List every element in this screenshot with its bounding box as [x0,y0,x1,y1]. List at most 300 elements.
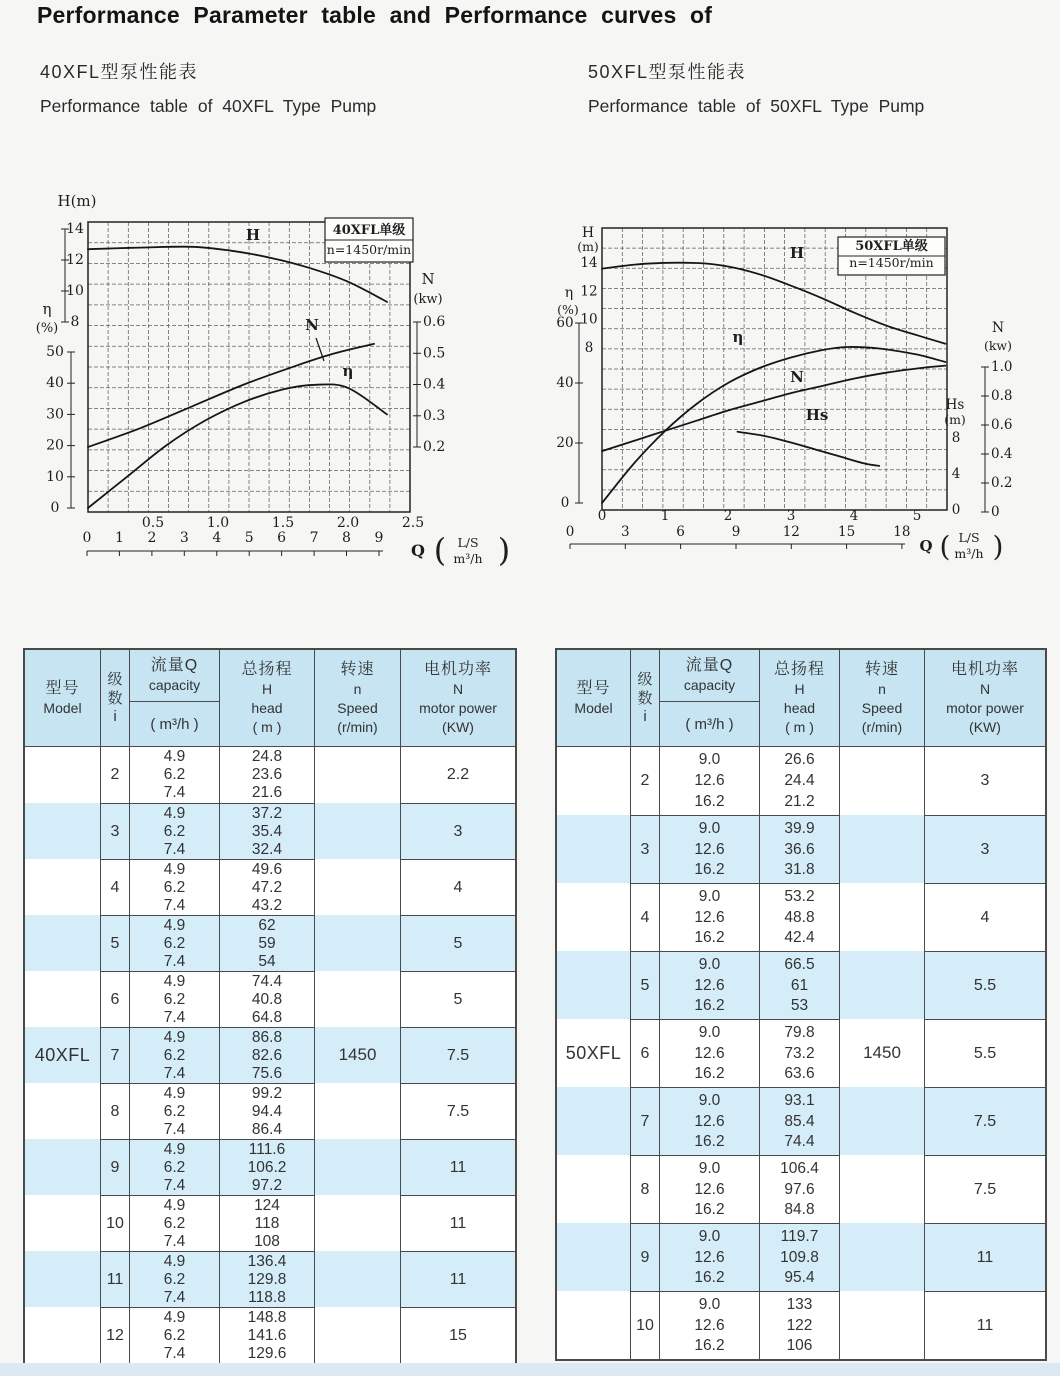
capacity-value-1: 6.2 [163,1327,186,1344]
capacity-cell [659,815,759,883]
svg-text:0: 0 [565,524,575,540]
svg-text:12: 12 [66,252,84,268]
svg-text:15: 15 [838,524,856,540]
capacity-value-1: 6.2 [163,935,186,952]
curve-eta [602,347,945,503]
svg-text:η: η [342,362,354,380]
capacity-value-0: 4.9 [163,1029,186,1046]
svg-text:0.2: 0.2 [991,475,1013,491]
svg-text:0.8: 0.8 [991,388,1013,404]
stages-cell: 10 [630,1291,659,1359]
svg-text:0: 0 [597,508,607,524]
head-value-2: 42.4 [784,929,815,947]
header-head-en: head [251,700,283,717]
capacity-value-0: 4.9 [163,1141,186,1158]
header-power-sym: N [452,681,464,698]
curve-eta [88,384,387,508]
svg-text:η: η [42,300,52,318]
head-value-1: 97.6 [784,1180,815,1198]
capacity-value-2: 16.2 [694,861,725,879]
capacity-value-1: 12.6 [694,1248,725,1266]
capacity-value-2: 7.4 [163,1177,186,1194]
capacity-value-0: 4.9 [163,1309,186,1326]
subtitle-50xfl-en: Performance table of 50XFL Type Pump [588,96,925,116]
head-cell [219,803,314,859]
svg-text:): ) [497,531,511,569]
capacity-value-2: 16.2 [694,1065,725,1083]
svg-text:10: 10 [580,311,598,328]
stages-cell: 7 [630,1087,659,1155]
header-power-en: motor power [419,700,497,717]
svg-text:1.0: 1.0 [991,359,1013,375]
capacity-value-1: 12.6 [694,1180,725,1198]
header-model [25,650,100,747]
capacity-value-0: 9.0 [698,819,721,837]
svg-text:9: 9 [374,530,384,546]
capacity-value-0: 9.0 [698,887,721,905]
capacity-value-1: 12.6 [694,1316,725,1334]
curve-N [88,344,374,447]
power-cell: 5.5 [924,951,1045,1019]
svg-text:8: 8 [70,314,80,330]
svg-text:4: 4 [849,508,859,524]
capacity-value-0: 9.0 [698,1023,721,1041]
svg-text:50: 50 [46,344,64,360]
svg-text:20: 20 [556,435,574,451]
head-cell [759,1223,839,1291]
speed-cell: 1450 [314,747,400,1363]
header-stages-line-1: 数 [107,689,123,707]
svg-text:): ) [992,530,1004,563]
head-cell [219,859,314,915]
header-stages [100,650,129,747]
power-cell: 3 [924,815,1045,883]
head-value-1: 61 [790,976,809,994]
capacity-value-1: 6.2 [163,991,186,1008]
capacity-value-2: 7.4 [163,1233,186,1250]
svg-text:14: 14 [580,255,598,271]
header-power [924,650,1045,747]
power-cell: 7.5 [924,1087,1045,1155]
capacity-value-2: 7.4 [163,1289,186,1306]
head-value-2: 74.4 [784,1133,815,1151]
stages-cell: 2 [100,747,129,803]
model-cell: 40XFL [34,1044,91,1065]
head-value-0: 136.4 [247,1253,287,1270]
head-cell [759,951,839,1019]
header-capacity-title [130,650,219,702]
header-model-en: Model [574,700,613,717]
head-value-1: 48.8 [784,908,815,926]
capacity-value-1: 12.6 [694,1112,725,1130]
stages-cell: 5 [630,951,659,1019]
head-value-2: 108 [254,1233,280,1250]
stages-cell: 4 [100,859,129,915]
stages-cell: 4 [630,883,659,951]
head-value-2: 31.8 [784,861,815,879]
capacity-cell [129,971,219,1027]
svg-text:9: 9 [731,524,741,540]
header-speed-unit: (r/min) [861,719,903,736]
head-value-1: 109.8 [780,1248,819,1266]
stages-cell: 5 [100,915,129,971]
power-cell: 11 [400,1251,515,1307]
header-capacity-title [660,650,759,702]
header-capacity [659,650,759,747]
svg-text:(m): (m) [577,239,599,254]
capacity-value-1: 6.2 [163,766,186,783]
capacity-cell [129,1251,219,1307]
svg-text:Hs: Hs [805,406,829,424]
head-cell [219,1139,314,1195]
capacity-value-1: 6.2 [163,1103,186,1120]
head-cell [759,1155,839,1223]
head-value-1: 47.2 [251,879,283,896]
capacity-cell [129,1195,219,1251]
capacity-value-2: 16.2 [694,929,725,947]
svg-text:10: 10 [46,468,64,485]
capacity-value-2: 7.4 [163,1065,186,1082]
capacity-value-0: 4.9 [163,1253,186,1270]
svg-text:L/S: L/S [958,530,980,545]
header-capacity-zh: 流量Q [150,657,199,675]
head-value-0: 39.9 [784,819,815,837]
head-value-1: 106.2 [247,1159,287,1176]
capacity-value-1: 12.6 [694,908,725,926]
header-power-zh: 电机功率 [423,660,492,678]
head-value-2: 95.4 [784,1269,815,1287]
svg-text:0: 0 [951,502,961,518]
capacity-value-1: 12.6 [694,840,725,858]
header-head [219,650,314,747]
svg-text:4: 4 [951,466,961,482]
header-model-en: Model [43,700,82,717]
head-value-0: 66.5 [784,955,815,973]
head-value-2: 63.6 [784,1065,815,1083]
subtitle-40xfl-en: Performance table of 40XFL Type Pump [40,96,377,116]
svg-text:6: 6 [676,524,685,540]
svg-text:0: 0 [82,530,92,546]
head-cell [759,883,839,951]
stages-cell: 6 [630,1019,659,1087]
header-head-unit: ( m ) [252,719,282,736]
header-power-sym: N [979,681,991,698]
head-value-1: 141.6 [247,1327,287,1344]
svg-text:8: 8 [584,340,594,356]
capacity-cell [129,1083,219,1139]
header-power-zh: 电机功率 [950,660,1019,678]
header-stages-line-0: 级 [107,670,123,688]
power-cell: 7.5 [400,1027,515,1083]
head-cell [219,971,314,1027]
svg-text:H(m): H(m) [57,192,97,210]
svg-text:n=1450r/min: n=1450r/min [326,242,412,257]
head-cell [219,1195,314,1251]
svg-text:12: 12 [580,283,598,300]
capacity-value-0: 4.9 [163,1197,186,1214]
head-value-0: 79.8 [784,1023,815,1041]
capacity-value-0: 9.0 [698,1227,721,1245]
head-value-2: 53 [790,997,809,1015]
svg-text:L/S: L/S [457,535,479,550]
head-value-1: 59 [258,935,276,952]
header-power [400,650,515,747]
performance-table-40xfl [23,648,517,1365]
svg-text:3: 3 [179,530,189,546]
header-capacity-unit: ( m³/h ) [150,716,199,734]
capacity-value-2: 7.4 [163,784,186,801]
header-capacity-zh: 流量Q [685,657,734,675]
capacity-value-2: 16.2 [694,1337,725,1355]
power-cell: 7.5 [924,1155,1045,1223]
header-power-unit: (KW) [442,719,474,736]
capacity-value-2: 16.2 [694,1133,725,1151]
head-value-0: 99.2 [251,1085,283,1102]
head-value-2: 21.6 [251,784,283,801]
capacity-value-2: 7.4 [163,1121,186,1138]
svg-text:(%): (%) [35,321,59,336]
svg-text:n=1450r/min: n=1450r/min [849,255,934,270]
header-speed-zh: 转速 [340,660,375,678]
stages-cell: 12 [100,1307,129,1363]
capacity-cell [659,1019,759,1087]
capacity-value-1: 6.2 [163,1159,186,1176]
svg-text:H: H [245,226,261,244]
header-speed-en: Speed [337,700,378,717]
power-cell: 11 [924,1291,1045,1359]
capacity-cell [129,747,219,803]
head-value-1: 118 [254,1215,280,1232]
header-head-zh: 总扬程 [773,660,825,678]
svg-text:6: 6 [277,530,287,546]
performance-table-50xfl [555,648,1047,1361]
header-head [759,650,839,747]
head-value-2: 75.6 [251,1065,283,1082]
capacity-cell [129,859,219,915]
power-cell: 11 [924,1223,1045,1291]
capacity-value-0: 4.9 [163,748,186,765]
head-cell [759,815,839,883]
capacity-cell [129,803,219,859]
svg-text:3: 3 [621,524,630,540]
power-cell: 2.2 [400,747,515,803]
stages-cell: 8 [630,1155,659,1223]
capacity-value-1: 6.2 [163,1271,186,1288]
power-cell: 11 [400,1195,515,1251]
header-capacity-en: capacity [683,676,736,693]
svg-text:20: 20 [46,437,64,454]
capacity-cell [129,1307,219,1363]
head-value-2: 54 [258,953,276,970]
capacity-cell [659,883,759,951]
svg-text:0: 0 [991,504,1000,520]
stages-cell: 8 [100,1083,129,1139]
capacity-value-0: 9.0 [698,1295,721,1313]
head-value-0: 62 [258,917,276,934]
capacity-value-2: 7.4 [163,1345,186,1362]
head-value-0: 106.4 [780,1159,819,1177]
svg-text:40XFL单级: 40XFL单级 [332,223,406,238]
capacity-cell [129,1027,219,1083]
head-value-1: 94.4 [251,1103,283,1120]
header-stages-line-2: i [643,708,647,726]
head-value-0: 37.2 [251,805,283,822]
svg-text:50XFL单级: 50XFL单级 [855,239,928,254]
curve-Hs [738,432,880,466]
svg-text:8: 8 [951,430,961,446]
svg-text:7: 7 [309,530,319,546]
capacity-value-2: 7.4 [163,953,186,970]
head-value-0: 148.8 [247,1309,287,1326]
head-value-0: 133 [786,1295,813,1313]
power-cell: 4 [400,859,515,915]
stages-cell: 7 [100,1027,129,1083]
capacity-cell [659,1223,759,1291]
svg-text:(: ( [433,531,447,569]
speed-cell: 1450 [839,747,924,1359]
head-cell [219,1307,314,1363]
capacity-value-0: 9.0 [698,751,721,768]
power-cell: 15 [400,1307,515,1363]
head-value-1: 24.4 [784,772,815,789]
capacity-value-2: 7.4 [163,841,186,858]
svg-text:0.5: 0.5 [141,515,165,531]
footer-band [0,1363,1060,1376]
svg-text:N: N [790,368,804,386]
header-power-en: motor power [946,700,1024,717]
capacity-value-2: 16.2 [694,1201,725,1219]
svg-text:60: 60 [556,315,574,331]
performance-curves-50xfl [555,195,1055,595]
header-speed-unit: (r/min) [337,719,378,736]
head-value-1: 122 [786,1316,813,1334]
head-value-1: 129.8 [247,1271,287,1288]
svg-text:40: 40 [46,375,64,392]
svg-text:H: H [789,244,805,262]
capacity-value-1: 12.6 [694,976,725,994]
svg-text:0.4: 0.4 [423,376,446,393]
header-power-unit: (KW) [969,719,1001,736]
capacity-value-1: 6.2 [163,823,186,840]
subtitle-40xfl-zh: 40XFL型泵性能表 [40,62,199,82]
svg-text:(kw): (kw) [983,338,1013,353]
head-value-0: 24.8 [251,748,283,765]
header-stages-line-2: i [113,708,117,726]
svg-text:12: 12 [782,524,800,540]
svg-text:8: 8 [342,530,351,546]
svg-text:14: 14 [66,221,84,237]
svg-text:3: 3 [786,508,796,524]
power-cell: 3 [400,803,515,859]
capacity-value-0: 4.9 [163,861,186,878]
svg-text:5: 5 [912,508,922,524]
svg-text:η: η [732,328,744,346]
head-value-1: 40.8 [251,991,283,1008]
power-cell: 4 [924,883,1045,951]
head-cell [219,915,314,971]
capacity-value-0: 9.0 [698,1091,721,1109]
capacity-cell [129,1139,219,1195]
head-value-2: 106 [786,1337,813,1355]
capacity-value-2: 16.2 [694,1269,725,1287]
header-speed-sym: n [878,681,886,698]
head-value-0: 124 [254,1197,280,1214]
svg-text:10: 10 [66,283,84,299]
stages-cell: 9 [100,1139,129,1195]
stages-cell: 3 [630,815,659,883]
head-value-2: 21.2 [784,793,815,810]
subtitle-50xfl-zh: 50XFL型泵性能表 [588,62,747,82]
svg-text:(m): (m) [944,412,966,427]
capacity-value-2: 16.2 [694,793,725,810]
capacity-value-2: 7.4 [163,897,186,914]
svg-text:Q: Q [919,537,933,555]
header-model-zh: 型号 [576,679,611,697]
capacity-value-0: 4.9 [163,917,186,934]
capacity-value-0: 9.0 [698,1159,721,1177]
svg-text:0.2: 0.2 [423,439,446,455]
head-value-0: 26.6 [784,751,815,768]
head-value-1: 23.6 [251,766,283,783]
capacity-value-2: 16.2 [694,997,725,1015]
header-model [557,650,630,747]
head-value-0: 86.8 [251,1029,283,1046]
head-value-0: 49.6 [251,861,283,878]
header-model-zh: 型号 [45,679,80,697]
svg-text:4: 4 [212,530,222,546]
head-value-2: 64.8 [251,1009,283,1026]
header-head-zh: 总扬程 [241,660,293,678]
header-head-sym: H [261,681,273,698]
power-cell: 7.5 [400,1083,515,1139]
svg-text:0.6: 0.6 [991,417,1013,433]
head-value-2: 84.8 [784,1201,815,1219]
header-speed-sym: n [353,681,362,698]
header-stages-line-0: 级 [637,670,653,688]
capacity-cell [659,747,759,815]
capacity-value-0: 4.9 [163,805,186,822]
header-head-en: head [783,700,816,717]
svg-text:2: 2 [723,508,733,524]
power-cell: 3 [924,747,1045,815]
header-stages-line-1: 数 [637,689,653,707]
svg-text:(: ( [939,530,951,563]
svg-text:0.4: 0.4 [991,446,1013,462]
stages-cell: 9 [630,1223,659,1291]
svg-text:40: 40 [556,375,574,391]
head-value-1: 73.2 [784,1044,815,1062]
capacity-value-2: 7.4 [163,1009,186,1026]
stages-cell: 3 [100,803,129,859]
head-cell [759,1087,839,1155]
svg-text:η: η [564,285,574,301]
head-value-2: 97.2 [251,1177,283,1194]
head-value-2: 118.8 [248,1289,286,1306]
head-value-2: 43.2 [251,897,283,914]
page-title: Performance Parameter table and Performance curves of [37,2,713,28]
capacity-value-0: 9.0 [698,955,721,973]
head-value-0: 111.6 [248,1141,286,1158]
svg-text:1.5: 1.5 [271,515,295,531]
power-cell: 5.5 [924,1019,1045,1087]
svg-text:N: N [991,320,1005,336]
head-cell [759,1291,839,1359]
stages-cell: 6 [100,971,129,1027]
svg-text:0.3: 0.3 [423,407,446,424]
header-head-unit: ( m ) [785,719,814,736]
svg-text:Hs: Hs [945,397,965,413]
capacity-cell [129,915,219,971]
